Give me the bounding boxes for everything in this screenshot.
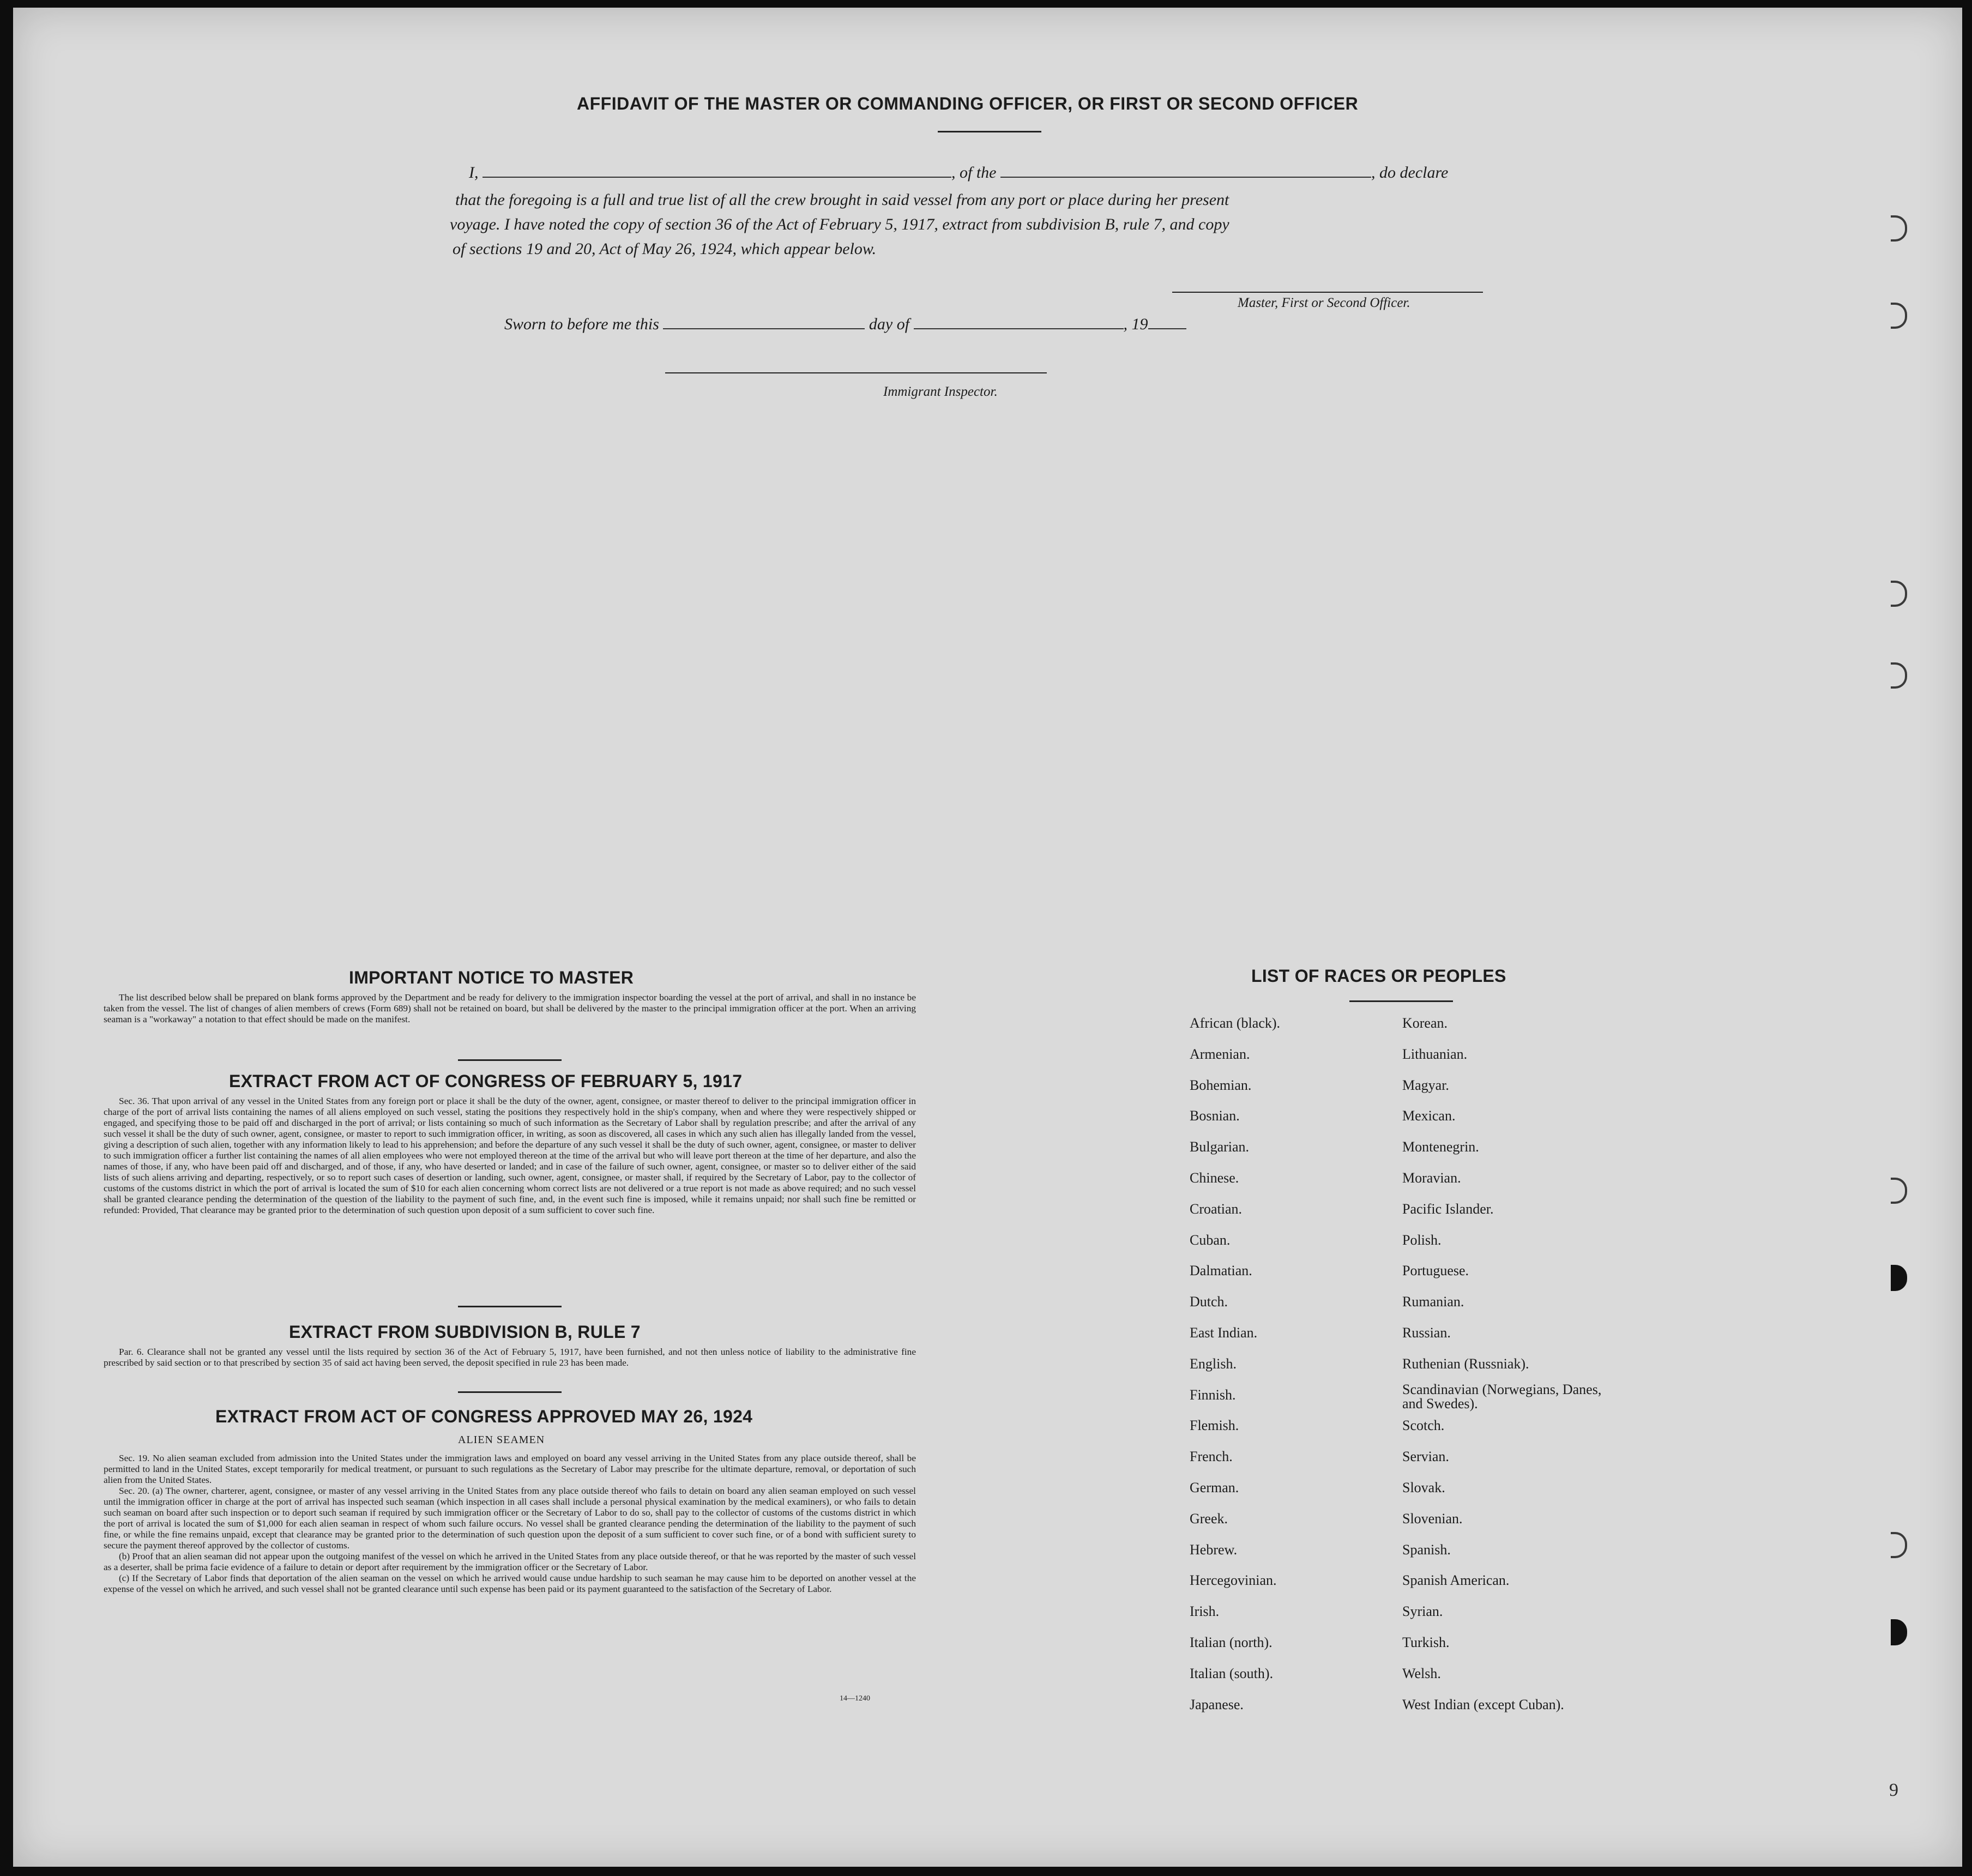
affidavit-title: AFFIDAVIT OF THE MASTER OR COMMANDING OFFICER, OR FIRST OR SECOND OFFICER — [577, 94, 1359, 113]
title-rule — [938, 131, 1041, 132]
race-item: Scandinavian (Norwegians, Danes, and Swedes). — [1402, 1381, 1602, 1411]
race-item: Moravian. — [1402, 1170, 1461, 1186]
alien-seamen-subtitle: ALIEN SEAMEN — [458, 1434, 545, 1446]
race-item: Flemish. — [1190, 1417, 1239, 1434]
race-item: East Indian. — [1190, 1325, 1258, 1341]
notice-text: The list described below shall be prepared on blank forms approved by the Department and be ready for delivery to the immigration inspector boarding the vessel at the port of arrival, and shall in no instance be taken from the vessel. The list of changes of alien members of crews (Form 689) shall not be retained on board, but shall be delivered by the master to the principal immigration officer at the port. When an arriving seaman is a "workaway" a notation to that effect should be made on the manifest. — [104, 992, 916, 1024]
race-item: Croatian. — [1190, 1201, 1243, 1217]
race-item: Rumanian. — [1402, 1294, 1464, 1310]
race-item: Spanish. — [1402, 1541, 1451, 1558]
race-item: Portuguese. — [1402, 1263, 1469, 1279]
section-rule — [458, 1391, 562, 1393]
race-item: Magyar. — [1402, 1077, 1449, 1093]
race-item: Bosnian. — [1190, 1108, 1240, 1124]
bleed-through-text — [1745, 82, 1757, 100]
race-item: German. — [1190, 1480, 1239, 1495]
notice-title: IMPORTANT NOTICE TO MASTER — [349, 968, 634, 987]
race-item: Welsh. — [1402, 1665, 1441, 1681]
race-item: Korean. — [1402, 1015, 1448, 1031]
handwritten-page-number: 9 — [1889, 1780, 1898, 1800]
rule-7-title: EXTRACT FROM SUBDIVISION B, RULE 7 — [289, 1322, 641, 1342]
race-item: Spanish American. — [1402, 1572, 1510, 1589]
master-signature-line — [1172, 292, 1483, 293]
races-title: LIST OF RACES OR PEOPLES — [1251, 966, 1506, 986]
inspector-signature-line — [665, 372, 1047, 373]
race-item: Slovenian. — [1402, 1510, 1463, 1527]
race-item: Russian. — [1402, 1325, 1451, 1341]
race-item: Polish. — [1402, 1232, 1442, 1248]
master-signature-caption: Master, First or Second Officer. — [1238, 295, 1410, 310]
race-item: Irish. — [1190, 1603, 1220, 1620]
race-item: Servian. — [1402, 1449, 1449, 1465]
race-item: Bulgarian. — [1190, 1139, 1250, 1155]
race-item: Slovak. — [1402, 1480, 1445, 1495]
race-item: Pacific Islander. — [1402, 1201, 1494, 1217]
affidavit-line-1: I, , of the , do declare — [469, 164, 1449, 182]
act-1917-title: EXTRACT FROM ACT OF CONGRESS OF FEBRUARY 5, 1917 — [229, 1071, 743, 1091]
sworn-line: Sworn to before me this day of , 19 — [504, 315, 1186, 334]
race-item: Bohemian. — [1190, 1077, 1252, 1093]
race-item: Dalmatian. — [1190, 1263, 1252, 1279]
affidavit-line-2: that the foregoing is a full and true list of all the crew brought in said vessel from any port or place during her present — [455, 191, 1229, 209]
race-item: Chinese. — [1190, 1170, 1239, 1186]
race-item: Dutch. — [1190, 1294, 1228, 1310]
section-rule — [458, 1306, 562, 1307]
act-1924-text: Sec. 19. No alien seaman excluded from admission into the United States under the immigration laws and employed on board any vessel arriving in the United States from any place outside thereof, shall be permitted to land in the United States, except temporarily for medical treatment, or pursuant to such regulations as the Secretary of Labor may prescribe for the ultimate departure, removal, or deportation of such alien from the United States. Sec. 20. (a) The owner, charterer, agent, consignee, or master of any vessel arriving in the United States from any place outside thereof who fails to detain on board any alien seaman employed on such vessel until the immigration officer in charge at the port of arrival has inspected such seaman (which inspection in all cases shall include a personal physical examination by the medical examiners), or who fails to detain such seaman on board after such inspection or to deport such seaman if required by such immigration officer or the Secretary of Labor to do so, shall pay to the collector of customs of the customs district in which the port of arrival is located the sum of $1,000 for each alien seaman in respect of whom such failure occurs. No vessel shall be granted clearance pending the determination of the liability to the payment of such fine, or while the fine remains unpaid, except that clearance may be granted prior to the determination of such question upon the deposit of a sum sufficient to cover such fine, or of a bond with sufficient surety to secure the payment thereof approved by the collector of customs. (b) Proof that an alien seaman did not appear upon the outgoing manifest of the vessel on which he arrived in the United States from any place outside thereof, or that he was reported by the master of such vessel as a deserter, shall be prima facie evidence of a failure to detain or deport after requirement by the immigration officer or the Secretary of Labor. (c) If the Secretary of Labor finds that deportation of the alien seaman on the vessel on which he arrived would cause undue hardship to such seaman he may cause him to be deported on another vessel at the expense of the vessel on which he arrived, and such vessel shall not be granted clearance until such expense has been paid or its payment guaranteed to the satisfaction of the Secretary of Labor. — [104, 1453, 916, 1594]
affidavit-line-4: of sections 19 and 20, Act of May 26, 1924, which appear below. — [453, 240, 877, 258]
race-item: Ruthenian (Russniak). — [1402, 1355, 1529, 1372]
race-item: English. — [1190, 1355, 1237, 1372]
race-item: Greek. — [1190, 1510, 1228, 1527]
race-item: Lithuanian. — [1402, 1046, 1468, 1062]
race-item: Italian (south). — [1190, 1665, 1274, 1681]
race-item: Finnish. — [1190, 1386, 1236, 1403]
race-item: Mexican. — [1402, 1108, 1456, 1124]
race-item: West Indian (except Cuban). — [1402, 1696, 1564, 1712]
race-item: Turkish. — [1402, 1634, 1450, 1650]
race-item: African (black). — [1190, 1015, 1281, 1031]
act-1924-title: EXTRACT FROM ACT OF CONGRESS APPROVED MAY 26, 1924 — [215, 1407, 753, 1426]
inspector-signature-caption: Immigrant Inspector. — [883, 384, 998, 399]
race-item: Scotch. — [1402, 1417, 1445, 1434]
race-item: Hebrew. — [1190, 1541, 1238, 1558]
act-1917-text: Sec. 36. That upon arrival of any vessel in the United States from any foreign port or place it shall be the duty of the owner, agent, consignee, or master thereof to deliver to the principal immigration officer in charge of the port of arrival lists containing the names of all aliens employed on such vessel, stating the positions they respectively hold in the ship's company, when and where they were respectively shipped or engaged, and specifying those to be paid off and discharged in the port of arrival; or lists containing so much of such information as the Secretary of Labor shall by regulation prescribe; and after the arrival of any such vessel it shall be the duty of such owner, agent, consignee, or master to report to such immigration officer, in writing, as soon as discovered, all cases in which any such alien has illegally landed from the vessel, giving a description of such alien, together with any information likely to lead to his apprehension; and before the departure of any such vessel it shall be the duty of such owner, agent, consignee, or master to deliver to such immigration officer a further list containing the names of all alien employees who were not employed thereon at the time of the arrival but who will leave port thereon at the time of her departure, and also the names of those, if any, who have been paid off and discharged, and of those, if any, who have deserted or landed; and in case of the failure of such owner, agent, consignee, or master so to deliver either of the said lists of such aliens arriving and departing, respectively, or so to report such cases of desertion or landing, such owner, agent, consignee, or master shall, if required by the Secretary of Labor, pay to the collector of customs of the customs district in which the port of arrival is located the sum of $10 for each alien concerning whom correct lists are not delivered or a true report is not made as above required; and no such vessel shall be granted clearance pending the determination of the question of the liability to the payment of such fine, and, in the event such fine is imposed, while it remains unpaid; nor shall such fine be remitted or refunded: Provided, That clearance may be granted prior to the determination of such question upon deposit of a sum sufficient to cover such fine. — [104, 1096, 916, 1215]
race-item: Cuban. — [1190, 1232, 1231, 1248]
form-number: 14—1240 — [840, 1694, 870, 1703]
section-rule — [1349, 1000, 1453, 1002]
race-item: Montenegrin. — [1402, 1139, 1479, 1155]
affidavit-line-3: voyage. I have noted the copy of section 36 of the Act of February 5, 1917, extract from subdivision B, rule 7, and copy — [450, 215, 1229, 233]
race-item: Japanese. — [1190, 1696, 1244, 1712]
race-item: Syrian. — [1402, 1603, 1443, 1620]
race-item: Italian (north). — [1190, 1634, 1273, 1650]
race-item: French. — [1190, 1449, 1233, 1465]
race-item: Hercegovinian. — [1190, 1572, 1277, 1589]
section-rule — [458, 1059, 562, 1061]
rule-7-text: Par. 6. Clearance shall not be granted any vessel until the lists required by section 36 of the Act of February 5, 1917, have been furnished, and not then unless notice of liability to the administrative fine prescribed by said section or to that prescribed by section 35 of said act having been served, the deposit specified in rule 23 has been made. — [104, 1347, 916, 1368]
race-item: Armenian. — [1190, 1046, 1250, 1062]
